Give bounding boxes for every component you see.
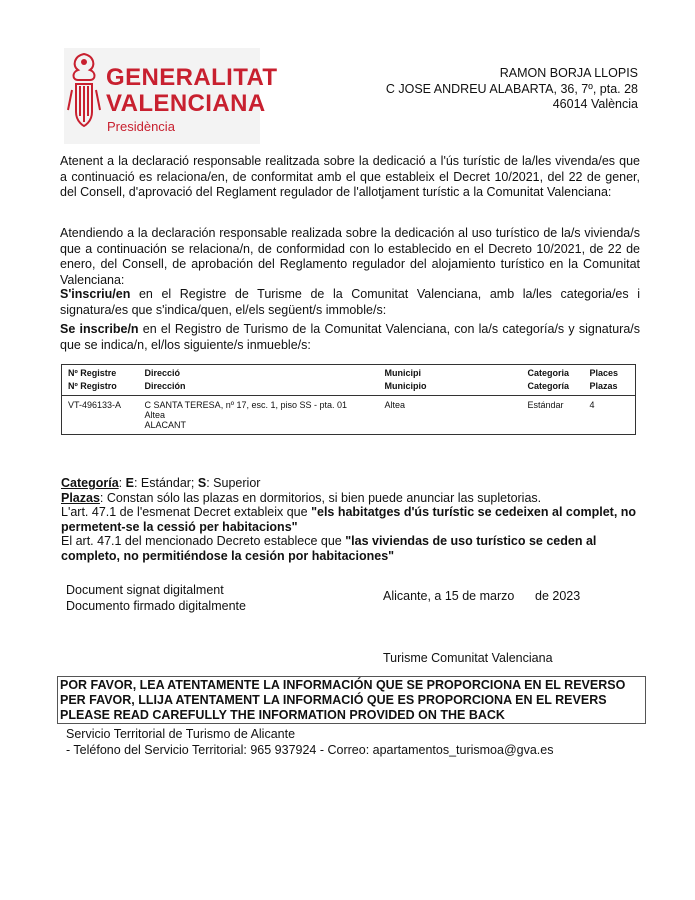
inscribe-valencian-text: en el Registre de Turisme de la Comunitat Valenciana, amb la/les categoria/es i signatura/es que s'indica/quen, el/els següent/s immoble/s: [60, 287, 640, 317]
intro-valencian: Atenent a la declaració responsable realitzada sobre la dedicació a l'ús turístic de la/les vivenda/es que a continuació es relaciona/en, de conformitat amb el que estableix el Decret 10/2021, del 22 de gener, del Consell, d'aprovació del Reglament regulador de l'allotjament turístic a la Comunitat Valenciana: [60, 154, 640, 199]
issuing-entity: Turisme Comunitat Valenciana [383, 651, 553, 665]
registry-table [61, 364, 636, 435]
cell-municipio: Altea [384, 400, 406, 410]
legend-block [61, 476, 651, 563]
col-header-plazas: Places Plazas [589, 368, 619, 391]
coat-of-arms-icon [64, 50, 104, 142]
recipient-address [386, 66, 638, 113]
logo-title-line1: GENERALITAT [106, 64, 278, 91]
recipient-city: 46014 València [552, 97, 638, 111]
cell-categoria: Estándar [527, 400, 564, 410]
footer-contact: - Teléfono del Servicio Territorial: 965 937924 - Correo: apartamentos_turismoa@gva.es [66, 742, 554, 757]
cell-registro: VT-496133-A [68, 400, 122, 410]
logo-title-line2: VALENCIANA [106, 90, 266, 117]
generalitat-logo [64, 48, 278, 144]
year: de 2023 [535, 589, 581, 603]
col-header-categoria: Categoria Categoría [527, 368, 570, 391]
signed-spanish: Documento firmado digitalmente [66, 598, 246, 613]
legend-article-spanish: El art. 47.1 del mencionado Decreto establece que "las viviendas de uso turístico se ceden al completo, no permitiéndose la cesión por habitaciones" [61, 534, 597, 563]
footer-service: Servicio Territorial de Turismo de Alicante [66, 727, 296, 741]
cell-direccion: C SANTA TERESA, nº 17, esc. 1, piso SS - pta. 01 Altea ALACANT [144, 400, 348, 430]
footer [66, 727, 553, 758]
notice-valencian: PER FAVOR, LLIJA ATENTAMENT LA INFORMACIÓ QUE ES PROPORCIONA EN EL REVERS [60, 693, 607, 707]
table-header-row [62, 365, 636, 396]
digital-signature-note [66, 583, 246, 614]
inscribe-spanish-text: en el Registro de Turismo de la Comunitat Valenciana, con la/s categoría/s y signatura/s que se indica/n, el/los siguiente/s inmueble/s: [60, 322, 641, 352]
legend-categoria: Categoría: E: Estándar; S: Superior [61, 476, 261, 490]
inscribe-spanish [60, 322, 640, 353]
notice-spanish: POR FAVOR, LEA ATENTAMENTE LA INFORMACIÓN QUE SE PROPORCIONA EN EL REVERSO [60, 678, 626, 692]
recipient-street: C JOSE ANDREU ALABARTA, 36, 7º, pta. 28 [385, 81, 638, 96]
inscribe-spanish-bold: Se inscribe/n [60, 322, 139, 336]
col-header-municipio: Municipi Municipio [384, 368, 427, 391]
recipient-name: RAMON BORJA LLOPIS [499, 66, 638, 80]
col-header-registro: Nº Registre Nº Registro [68, 368, 117, 391]
intro-spanish: Atendiendo a la declaración responsable realizada sobre la dedicación al uso turístico de la/s vivienda/s que a continuación se relaciona/n, de conformidad con lo establecido en el Decreto 10/2021, de 22 de enero, del Consell, de aprobación del Reglamento regulador del alojamiento turístico en la Comunitat Valenciana: [60, 226, 640, 287]
logo-subtitle: Presidència [107, 119, 175, 134]
legend-plazas: Plazas: Constan sólo las plazas en dormitorios, si bien puede anunciar las supletorias. [61, 490, 542, 505]
inscribe-valencian [60, 287, 640, 318]
table-row [62, 396, 636, 435]
notice-box [57, 676, 646, 724]
place-date: Alicante, a 15 de marzo [383, 589, 515, 603]
col-header-direccion: Direcció Dirección [144, 368, 186, 391]
legend-article-valencian: L'art. 47.1 de l'esmenat Decret extableix que "els habitatges d'ús turístic se cedeixen al complet, no permetent-se la cessió per habitacions" [61, 505, 637, 534]
inscribe-valencian-bold: S'inscriu/en [60, 287, 131, 301]
cell-plazas: 4 [589, 400, 595, 410]
notice-english: PLEASE READ CAREFULLY THE INFORMATION PROVIDED ON THE BACK [60, 708, 505, 722]
signed-valencian: Document signat digitalment [66, 583, 224, 597]
